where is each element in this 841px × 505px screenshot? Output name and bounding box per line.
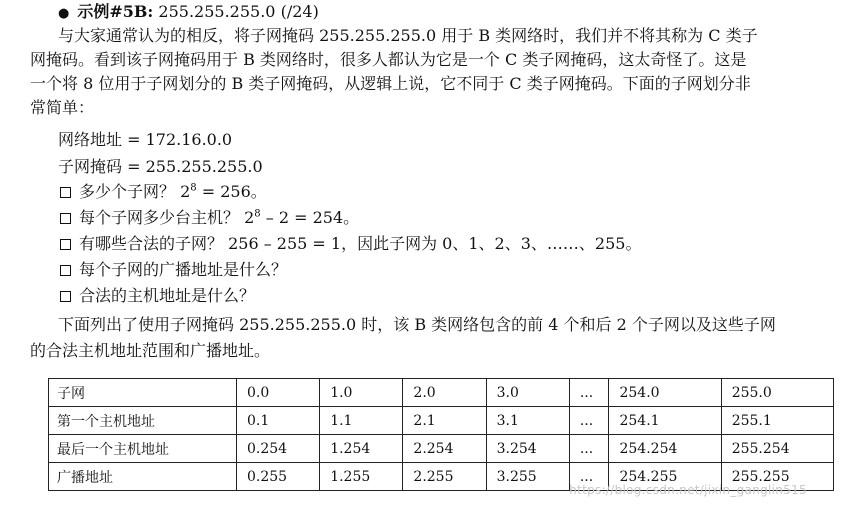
table-cell: 0.1 (237, 407, 320, 435)
table-cell: 0.255 (237, 463, 320, 491)
table-cell: 1.255 (320, 463, 403, 491)
subnet-mask: 子网掩码 = 255.255.255.0 (58, 157, 263, 176)
table-cell: 2.1 (403, 407, 486, 435)
checkbox-icon (60, 265, 71, 276)
example-mask: 255.255.255.0 (158, 2, 276, 21)
table-cell: 255.254 (721, 435, 833, 463)
summary-line-1: 下面列出了使用子网掩码 255.255.255.0 时，该 B 类网络包含的前 4 个和后 2 个子网以及这些子网 (58, 315, 776, 334)
table-cell: 3.1 (486, 407, 569, 435)
table-cell: 0.0 (237, 379, 320, 407)
row-label: 最后一个主机地址 (49, 435, 237, 463)
table-cell: ... (569, 463, 609, 491)
table-cell: 255.255 (721, 463, 833, 491)
table-cell: 3.255 (486, 463, 569, 491)
table-cell: ... (569, 435, 609, 463)
table-cell: 1.1 (320, 407, 403, 435)
table-cell: 2.255 (403, 463, 486, 491)
paragraph-line-3: 一个将 8 位用于子网划分的 B 类子网掩码，从逻辑上说，它不同于 C 类子网掩码。下面的子网划分非 (30, 74, 751, 93)
bullet-icon: ● (58, 6, 70, 21)
table-cell: 254.0 (609, 379, 721, 407)
checkbox-icon (60, 213, 71, 224)
table-cell: 0.254 (237, 435, 320, 463)
network-address: 网络地址 = 172.16.0.0 (58, 130, 233, 149)
question-4: 每个子网的广播地址是什么？ (60, 258, 287, 282)
question-5: 合法的主机地址是什么？ (60, 284, 255, 308)
example-label: 示例#5B: (77, 2, 154, 21)
checkbox-icon (60, 291, 71, 302)
question-3: 有哪些合法的子网？ 256 – 255 = 1，因此子网为 0、1、2、3、……、255。 (60, 232, 641, 256)
table-cell: 3.0 (486, 379, 569, 407)
example-heading (58, 0, 319, 26)
paragraph-line-4: 常简单： (30, 98, 95, 117)
watermark: https://blog.csdn.net/jixin_ganglin515 (569, 483, 807, 497)
checkbox-icon (60, 239, 71, 250)
row-label: 广播地址 (49, 463, 237, 491)
table-cell: ... (569, 407, 609, 435)
table-cell: 254.1 (609, 407, 721, 435)
table-cell: 1.0 (320, 379, 403, 407)
table-cell: 3.254 (486, 435, 569, 463)
table-cell: 254.255 (609, 463, 721, 491)
table-cell: ... (569, 379, 609, 407)
paragraph-line-2: 网掩码。看到该子网掩码用于 B 类网络时，很多人都认为它是一个 C 类子网掩码，这太奇怪了。这是 (30, 50, 747, 69)
question-1: 多少个子网？ $2^8 = 256$。 (60, 180, 267, 204)
row-label: 第一个主机地址 (49, 407, 237, 435)
subnet-table (48, 378, 834, 491)
table-cell: 254.254 (609, 435, 721, 463)
paragraph-line-1: 与大家通常认为的相反，将子网掩码 255.255.255.0 用于 B 类网络时，我们并不将其称为 C 类子 (58, 26, 758, 45)
table-cell: 2.254 (403, 435, 486, 463)
question-2: 每个子网多少台主机？ $2^8 - 2 = 254$。 (60, 206, 359, 230)
table-cell: 2.0 (403, 379, 486, 407)
summary-line-2: 的合法主机地址范围和广播地址。 (30, 341, 271, 360)
table-row (49, 379, 834, 407)
table-row (49, 435, 834, 463)
table-cell: 255.0 (721, 379, 833, 407)
table-row (49, 407, 834, 435)
table-cell: 1.254 (320, 435, 403, 463)
table-cell: 255.1 (721, 407, 833, 435)
checkbox-icon (60, 187, 71, 198)
row-label: 子网 (49, 379, 237, 407)
example-cidr: (/24) (280, 2, 319, 21)
